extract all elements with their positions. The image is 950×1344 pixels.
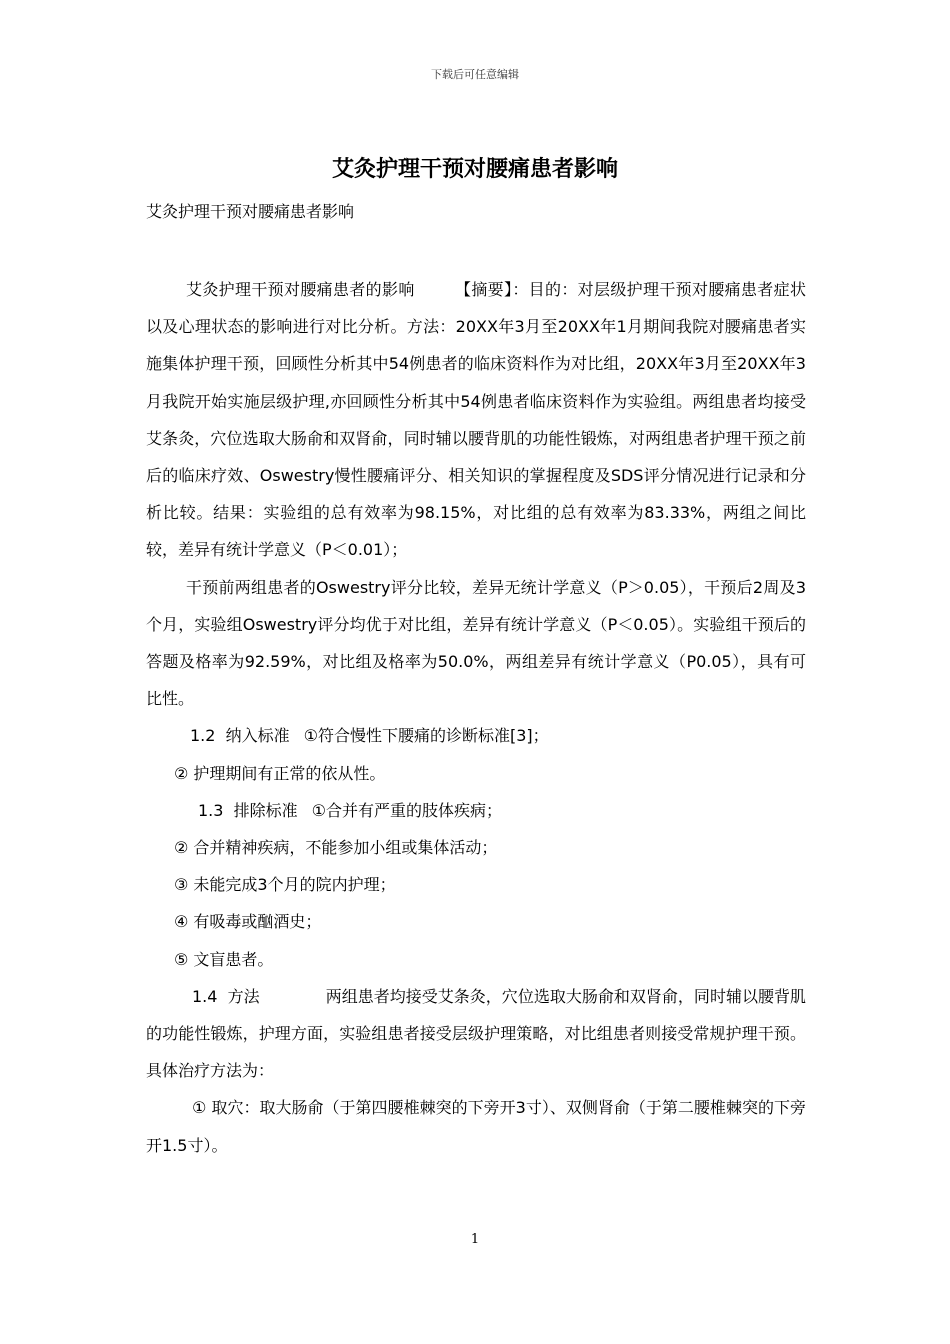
- exclusion-item-1: ①合并有严重的肢体疾病；: [311, 800, 502, 820]
- section-number: 1.4: [192, 986, 218, 1006]
- point-1-paragraph: ① 取穴：取大肠俞（于第四腰椎棘突的下旁开3寸）、双侧肾俞（于第二腰椎棘突的下旁开1.5寸）。: [146, 1098, 806, 1155]
- page-number: 1: [470, 1232, 480, 1247]
- section-1-3-heading: [146, 792, 806, 829]
- section-1-2-heading: [146, 717, 806, 754]
- abstract-lead: 艾灸护理干预对腰痛患者的影响: [186, 280, 415, 299]
- method-text: 两组患者均接受艾条灸，穴位选取大肠俞和双肾俞，同时辅以腰背肌的功能性锻炼，护理方面，实验组患者接受层级护理策略，对比组患者则接受常规护理干预。具体治疗方法为：: [146, 986, 806, 1081]
- section-number: 1.2: [190, 726, 216, 746]
- document-subtitle: 艾灸护理干预对腰痛患者影响: [146, 202, 355, 221]
- section-heading: 排除标准: [233, 800, 298, 820]
- abstract-paragraph: [146, 271, 806, 569]
- section-heading: 方法: [227, 986, 260, 1006]
- document-body: [146, 271, 806, 1164]
- abstract-text: ：目的：对层级护理干预对腰痛患者症状以及心理状态的影响进行对比分析。方法：20XX年3月至20XX年1月期间我院对腰痛患者实施集体护理干预，回顾性分析其中54例患者的临床资料作为对比组，20XX年3月至20XX年3月我院开始实施层级护理,亦回顾性分析其中54例患者临床资料作为实验组。两组患者均接受艾条灸，穴位选取大肠俞和双肾俞，同时辅以腰背肌的功能性锻炼，对两组患者护理干预之前后的临床疗效、Oswestry慢性腰痛评分、相关知识的掌握程度及SDS评分情况进行记录和分析比较。结果：实验组的总有效率为98.15%，对比组的总有效率为83.33%，两组之间比较，差异有统计学意义（P＜0.01）；: [146, 280, 806, 560]
- inclusion-item-1: ①符合慢性下腰痛的诊断标准[3]；: [303, 726, 549, 746]
- section-heading: 纳入标准: [225, 726, 290, 746]
- exclusion-item-5: ⑤ 文盲患者。: [174, 949, 274, 969]
- results-paragraph: 干预前两组患者的Oswestry评分比较，差异无统计学意义（P＞0.05），干预后2周及3个月，实验组Oswestry评分均优于对比组，差异有统计学意义（P＜0.05）。实验组干预后的答题及格率为92.59%，对比组及格率为50.0%，两组差异有统计学意义（P0.05），具有可比性。: [146, 577, 806, 709]
- exclusion-item-3: ③ 未能完成3个月的院内护理；: [174, 875, 396, 895]
- inclusion-item-2: ② 护理期间有正常的依从性。: [174, 763, 386, 783]
- header-note: 下载后可任意编辑: [431, 68, 519, 81]
- exclusion-item-2: ② 合并精神疾病，不能参加小组或集体活动；: [174, 838, 498, 858]
- exclusion-item-4: ④ 有吸毒或酗酒史；: [174, 912, 322, 932]
- abstract-label: 【摘要】: [454, 280, 513, 299]
- document-title: 艾灸护理干预对腰痛患者影响: [331, 157, 618, 182]
- section-1-4-paragraph: [146, 978, 806, 1090]
- section-number: 1.3: [198, 800, 224, 820]
